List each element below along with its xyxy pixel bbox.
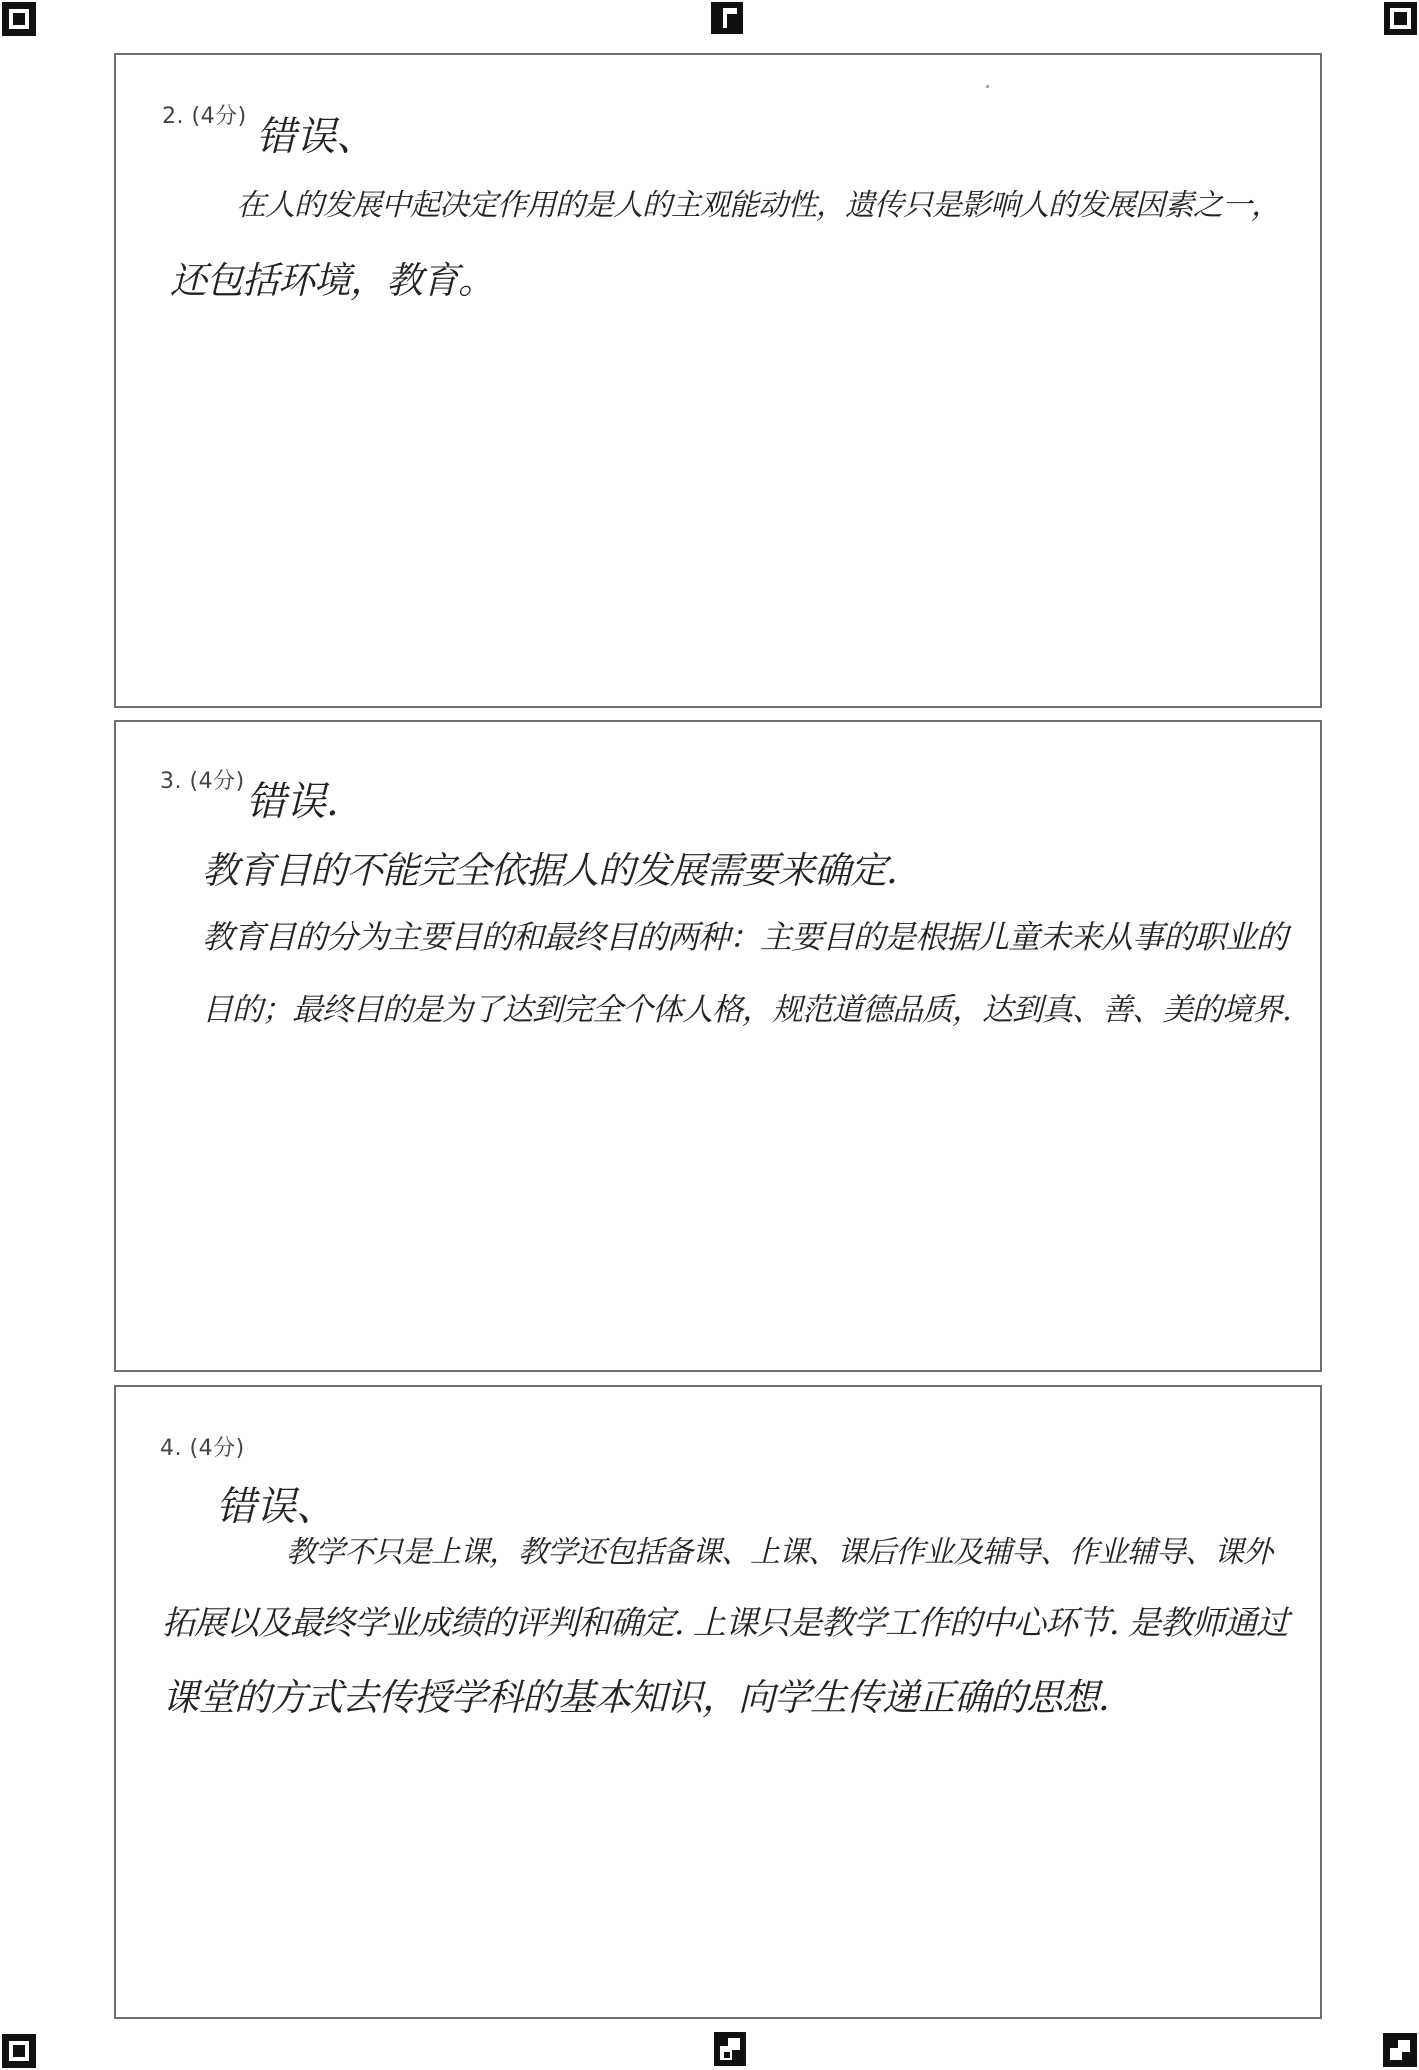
answer-line: 教学不只是上课，教学还包括备课、上课、课后作业及辅导、作业辅导、课外: [286, 1535, 1272, 1570]
corner-marker-bottom-center-icon: [712, 2030, 748, 2068]
answer-line: 教育目的分为主要目的和最终目的两种：主要目的是根据儿童未来从事的职业的: [202, 918, 1288, 956]
answer-line: 在人的发展中起决定作用的是人的主观能动性，遗传只是影响人的发展因素之一，: [236, 188, 1280, 223]
stray-dot: [986, 85, 989, 88]
question-label: 4. (4分): [160, 1436, 245, 1461]
corner-marker-top-right-icon: [1382, 0, 1419, 37]
answer-box-q3: [114, 720, 1322, 1372]
answer-line: 课堂的方式去传授学科的基本知识，向学生传递正确的思想.: [162, 1676, 1109, 1719]
answer-box-q4: [114, 1385, 1322, 2019]
answer-line: 目的；最终目的是为了达到完全个体人格，规范道德品质，达到真、善、美的境界.: [202, 992, 1291, 1028]
verdict-text: 错误、: [216, 1484, 336, 1530]
answer-line: 教育目的不能完全依据人的发展需要来确定.: [202, 849, 897, 892]
verdict-text: 错误、: [256, 114, 376, 160]
corner-marker-bottom-left-icon: [0, 2032, 38, 2070]
corner-marker-top-center-icon: [709, 0, 745, 36]
answer-line: 拓展以及最终学业成绩的评判和确定. 上课只是教学工作的中心环节. 是教师通过: [162, 1603, 1288, 1642]
question-label: 3. (4分): [160, 769, 245, 794]
corner-marker-top-left-icon: [0, 0, 38, 38]
answer-line: 还包括环境，教育。: [170, 259, 494, 302]
answer-box-q2: [114, 53, 1322, 708]
verdict-text: 错误.: [246, 779, 339, 825]
question-label: 2. (4分): [162, 104, 247, 129]
corner-marker-bottom-right-icon: [1381, 2031, 1419, 2069]
